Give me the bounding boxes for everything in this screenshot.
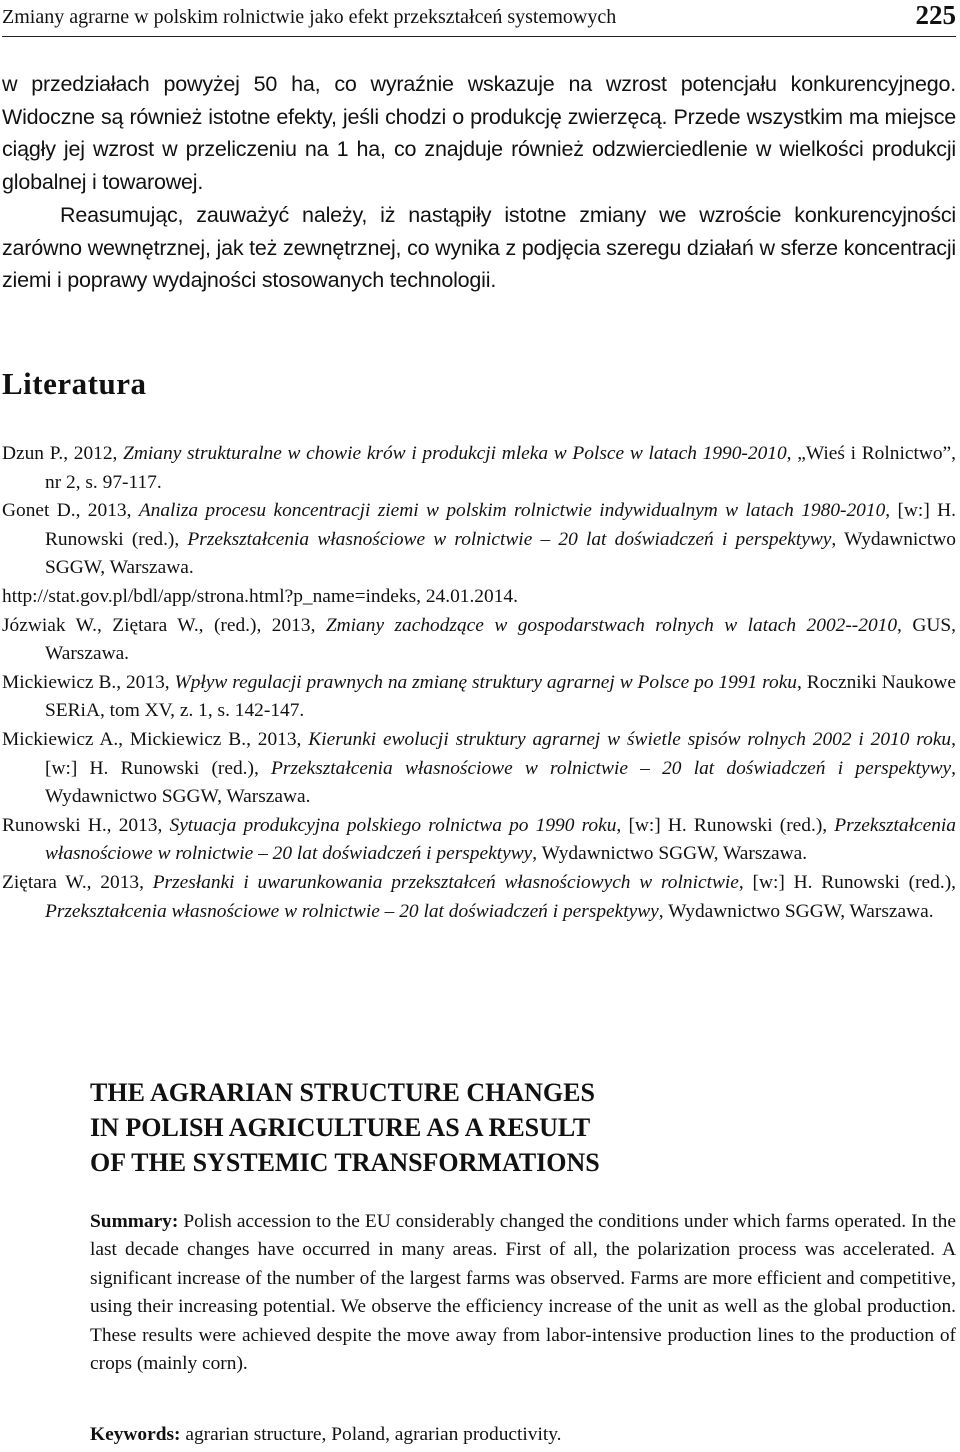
- page-header: [2, 0, 956, 37]
- body-paragraph-2: Reasumując, zauważyć należy, iż nastąpiły istotne zmiany we wzroście konkurencyjności zarówno wewnętrznej, jak też zewnętrznej, co wynika z podjęcia szeregu działań w sferze koncentracji ziemi i poprawy wydajności stosowanych technologii.: [2, 202, 956, 293]
- english-title: [90, 1075, 890, 1180]
- reference-item: Gonet D., 2013, Analiza procesu koncentracji ziemi w polskim rolnictwie indywidualnym w latach 1980-2010, [w:] H. Runowski (red.), Przekształcenia własnościowe w rolnictwie – 20 lat doświadczeń i perspektywy, Wydawnictwo SGGW, Warszawa.: [2, 500, 956, 579]
- keywords-label: Keywords:: [90, 1424, 181, 1445]
- summary-label: Summary:: [90, 1211, 179, 1232]
- literature-heading: Literatura: [2, 366, 147, 401]
- body-paragraph-1: w przedziałach powyżej 50 ha, co wyraźnie wskazuje na wzrost potencjału konkurencyjnego. Widoczne są również istotne efekty, jeśli chodzi o produkcję zwierzęcą. Przede wszystkim ma miejsce ciągły jej wzrost w przeliczeniu na 1 ha, co znajduje również odzwierciedlenie w wielkości produkcji globalnej i towarowej.: [2, 72, 956, 195]
- summary-text: Polish accession to the EU considerably changed the conditions under which farms operated. In the last decade changes have occurred in many areas. First of all, the polarization process was accelerated. A significant increase of the number of the largest farms was observed. Farms are more efficient and competitive, using their increasing potential. We observe the efficiency increase of the unit as well as the global production. These results were achieved despite the move away from labor-intensive production lines to the production of crops (mainly corn).: [90, 1211, 956, 1375]
- english-title-line: IN POLISH AGRICULTURE AS A RESULT: [90, 1113, 591, 1142]
- reference-item: Mickiewicz A., Mickiewicz B., 2013, Kierunki ewolucji struktury agrarnej w świetle spisów rolnych 2002 i 2010 roku, [w:] H. Runowski (red.), Przekształcenia własnościowe w rolnictwie – 20 lat doświadczeń i perspektywy, Wydawnictwo SGGW, Warszawa.: [2, 728, 956, 808]
- reference-item: Józwiak W., Ziętara W., (red.), 2013, Zmiany zachodzące w gospodarstwach rolnych w latach 2002--2010, GUS, Warszawa.: [2, 614, 956, 665]
- summary-paragraph: [90, 1208, 956, 1378]
- reference-item: Mickiewicz B., 2013, Wpływ regulacji prawnych na zmianę struktury agrarnej w Polsce po 1991 roku, Roczniki Naukowe SERiA, tom XV, z. 1, s. 142-147.: [2, 671, 956, 722]
- english-title-line: THE AGRARIAN STRUCTURE CHANGES: [90, 1078, 595, 1107]
- page-number: 225: [915, 0, 956, 30]
- body-text: [2, 68, 956, 297]
- keywords-paragraph: [90, 1421, 956, 1449]
- reference-item: Dzun P., 2012, Zmiany strukturalne w chowie krów i produkcji mleka w Polsce w latach 1990-2010, „Wieś i Rolnictwo”, nr 2, s. 97-117.: [2, 443, 956, 493]
- reference-item: http://stat.gov.pl/bdl/app/strona.html?p_name=indeks, 24.01.2014.: [2, 585, 518, 607]
- keywords-text: agrarian structure, Poland, agrarian productivity.: [180, 1424, 562, 1445]
- reference-list: [2, 440, 956, 926]
- running-title: Zmiany agrarne w polskim rolnictwie jako efekt przekształceń systemowych: [2, 6, 617, 28]
- reference-item: Ziętara W., 2013, Przesłanki i uwarunkowania przekształceń własnościowych w rolnictwie, [w:] H. Runowski (red.), Przekształcenia własnościowe w rolnictwie – 20 lat doświadczeń i perspektywy, Wydawnictwo SGGW, Warszawa.: [2, 871, 956, 922]
- reference-item: Runowski H., 2013, Sytuacja produkcyjna polskiego rolnictwa po 1990 roku, [w:] H. Runowski (red.), Przekształcenia własnościowe w rolnictwie – 20 lat doświadczeń i perspektywy, Wydawnictwo SGGW, Warszawa.: [2, 814, 956, 865]
- english-title-line: OF THE SYSTEMIC TRANSFORMATIONS: [90, 1148, 600, 1177]
